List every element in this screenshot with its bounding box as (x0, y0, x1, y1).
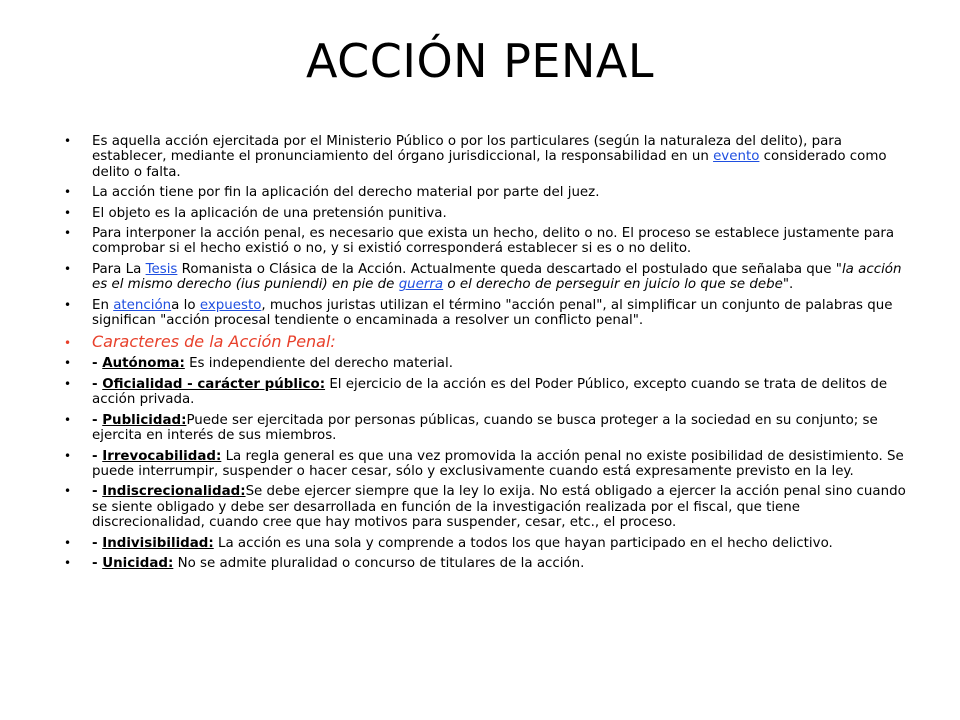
characteristic-term: Publicidad: (102, 412, 187, 428)
bullet-icon: • (64, 356, 72, 371)
characteristic-term: Autónoma: (102, 356, 185, 372)
slide-title: ACCIÓN PENAL (305, 34, 654, 88)
bullet-icon: • (64, 226, 72, 241)
characteristic-prefix: - (92, 555, 103, 571)
bullet-definition (62, 134, 907, 180)
characteristic-term: Unicidad: (102, 555, 174, 571)
characteristic-term: Indivisibilidad: (102, 535, 214, 551)
bullet-icon: • (64, 205, 72, 220)
bullet-icon: • (64, 412, 72, 427)
object-text: El objeto es la aplicación de una pretensión punitiva. (92, 205, 447, 221)
characteristic-text: El ejercicio de la acción es del Poder Público, excepto cuando se trata de delitos de acción privada. (92, 376, 888, 408)
characteristic-item (62, 377, 907, 408)
characteristics-heading-text: Caracteres de la Acción Penal: (92, 332, 336, 352)
bullet-purpose (62, 185, 907, 200)
usage-text-end: , muchos juristas utilizan el término "acción penal", al simplificar un conjunto de palabras que significan "acción procesal tendiente o encaminada a resolver un conflicto penal". (92, 297, 893, 329)
characteristic-item (62, 484, 907, 530)
characteristic-item (62, 449, 907, 480)
characteristic-prefix: - (92, 484, 103, 500)
bullet-icon: • (64, 185, 72, 200)
characteristics-heading (62, 333, 907, 351)
bullet-requirement (62, 226, 907, 257)
link-atencion[interactable]: atención (113, 297, 172, 313)
bullet-icon: • (64, 484, 72, 499)
purpose-text: La acción tiene por fin la aplicación del derecho material por parte del juez. (92, 185, 600, 201)
bullet-thesis (62, 262, 907, 293)
link-expuesto[interactable]: expuesto (199, 297, 262, 313)
bullet-icon: • (64, 535, 72, 550)
usage-text: En (92, 297, 114, 313)
characteristic-prefix: - (92, 356, 103, 372)
bullet-icon: • (64, 376, 72, 391)
link-guerra[interactable]: guerra (398, 277, 444, 293)
bullet-list (62, 134, 907, 571)
characteristic-text: La regla general es que una vez promovida la acción penal no existe posibilidad de desistimiento. Se puede interrumpir, suspender o hacer cesar, sólo y exclusivamente cuando está expresamente previsto en la ley. (92, 448, 904, 479)
characteristic-prefix: - (92, 535, 103, 551)
slide-body (62, 134, 907, 576)
requirement-text: Para interponer la acción penal, es necesario que exista un hecho, delito o no. El proceso se establece justamente para comprobar si el hecho existió o no, y si existió corresponderá establecer si es o no delito. (92, 226, 895, 257)
thesis-text-end: ". (782, 277, 794, 293)
characteristic-term: Oficialidad - carácter público: (102, 376, 326, 392)
characteristic-item (62, 356, 907, 371)
definition-text: Es aquella acción ejercitada por el Ministerio Público o por los particulares (según la naturaleza del delito), para establecer, mediante el pronunciamiento del órgano jurisdiccional, la responsabilidad en un (92, 134, 843, 165)
thesis-quote: la acción es el mismo derecho (ius puniendi) en pie de (92, 261, 902, 293)
bullet-icon: • (64, 555, 72, 570)
characteristic-prefix: - (92, 412, 103, 428)
bullet-icon: • (64, 261, 72, 276)
bullet-icon: • (64, 336, 72, 351)
characteristic-term: Irrevocabilidad: (102, 448, 222, 464)
thesis-quote-2: o el derecho de perseguir en juicio lo que se debe (443, 277, 783, 293)
characteristic-text: Puede ser ejercitada por personas públicas, cuando se busca proteger a la sociedad en su conjunto; se ejercita en interés de sus miembros. (92, 412, 878, 444)
characteristic-text: Se debe ejercer siempre que la ley lo exija. No está obligado a ejercer la acción penal sino cuando se siente obligado y debe ser desarrollada en función de la investigación realizada por el fiscal, que tiene discrecionalidad, cuando cree que hay motivos para suspender, cesar, etc., el proceso. (92, 484, 906, 531)
bullet-usage (62, 298, 907, 329)
bullet-icon: • (64, 297, 72, 312)
thesis-text: Para La (92, 261, 146, 277)
characteristic-text: No se admite pluralidad o concurso de titulares de la acción. (173, 555, 585, 571)
characteristic-prefix: - (92, 448, 103, 464)
bullet-icon: • (64, 448, 72, 463)
bullet-object (62, 206, 907, 221)
characteristic-text: La acción es una sola y comprende a todos los que hayan participado en el hecho delictivo. (213, 535, 833, 551)
characteristic-term: Indiscrecionalidad: (102, 484, 246, 500)
link-tesis[interactable]: Tesis (145, 261, 178, 277)
bullet-icon: • (64, 134, 72, 148)
link-evento[interactable]: evento (713, 149, 760, 165)
characteristic-item (62, 556, 907, 571)
characteristic-item (62, 413, 907, 444)
characteristic-prefix: - (92, 376, 103, 392)
characteristic-text: Es independiente del derecho material. (184, 356, 453, 372)
definition-text-end: considerado como delito o falta. (92, 149, 887, 180)
characteristic-item (62, 536, 907, 551)
thesis-text-2: Romanista o Clásica de la Acción. Actualmente queda descartado el postulado que señalaba que " (177, 261, 842, 277)
usage-text-2: a lo (171, 297, 200, 313)
